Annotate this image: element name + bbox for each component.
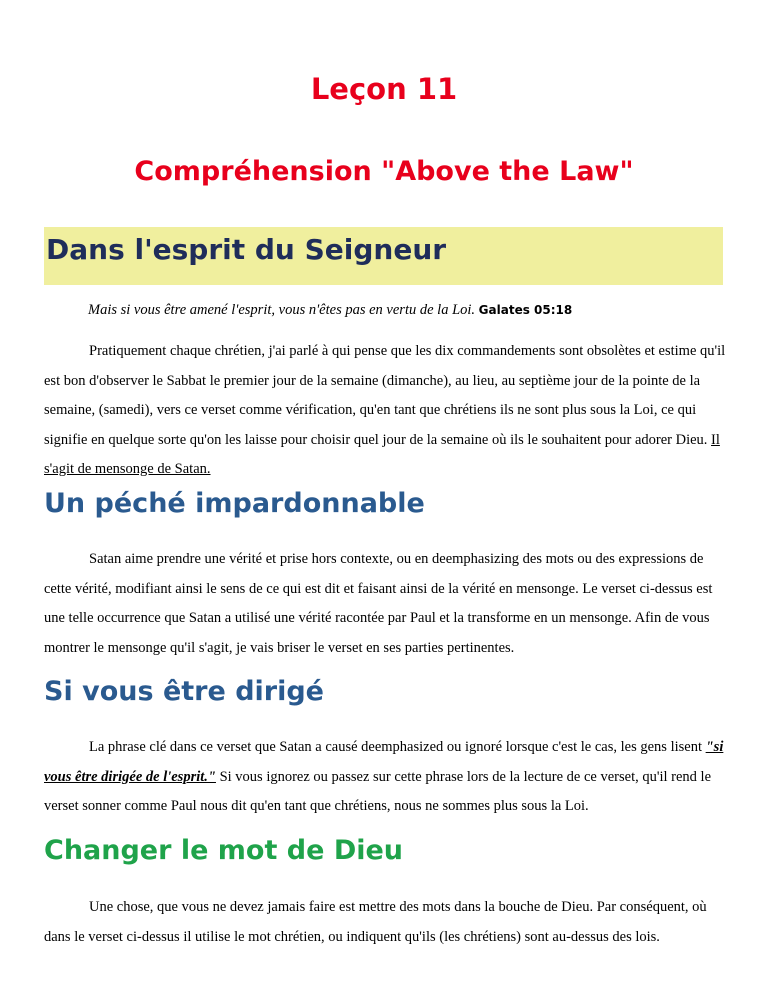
lesson-title: Leçon 11	[310, 72, 458, 106]
paragraph-4: Une chose, que vous ne devez jamais faire est mettre des mots dans la bouche de Dieu. Par conséquent, où dans le verset ci-dessus il utilise le mot chrétien, ou indiquent qu'ils (les chrétiens) sont au-dessus des lois.	[44, 899, 707, 945]
section-heading-unpardonable: Un péché impardonnable	[44, 488, 425, 519]
paragraph-1-text: Pratiquement chaque chrétien, j'ai parlé à qui pense que les dix commandements sont obsolètes et estime qu'il est bon d'observer le Sabbat le premier jour de la semaine (dimanche), au lieu, au septième jour de la pointe de la semaine, (samedi), vers ce verset comme vérification, qu'en tant que chrétiens ils ne sont plus sous la Loi, ce qui signifie en quelque sorte qu'on les laisse pour choisir quel jour de la semaine où ils le souhaitent pour adorer Dieu.	[44, 343, 726, 448]
paragraph-3-emphasis: "si vous être dirigée de l'esprit."	[44, 739, 724, 785]
scripture-quote	[88, 302, 748, 319]
paragraph-2: Satan aime prendre une vérité et prise hors contexte, ou en deemphasizing des mots ou des expressions de cette vérité, modifiant ainsi le sens de ce qui est dit et faisant ainsi de la vérité en mensonge. Le verset ci-dessus est une telle occurrence que Satan a utilisé une vérité racontée par Paul et la transforme en un mensonge. Afin de vous montrer le mensonge qu'il s'agit, je vais briser le verset en ses parties pertinentes.	[44, 551, 713, 656]
banner-heading: Dans l'esprit du Seigneur	[46, 233, 447, 266]
quote-text: Mais si vous être amené l'esprit, vous n'êtes pas en vertu de la Loi.	[88, 302, 476, 318]
section-heading-directed: Si vous être dirigé	[44, 676, 324, 707]
paragraph-1-underlined: Il s'agit de mensonge de Satan.	[44, 431, 720, 477]
paragraph-3-text-before: La phrase clé dans ce verset que Satan a causé deemphasized ou ignoré lorsque c'est le cas, les gens lisent	[89, 739, 702, 755]
paragraph-3	[44, 733, 728, 822]
lesson-subtitle: Compréhension "Above the Law"	[134, 156, 634, 187]
section-banner	[44, 227, 723, 285]
paragraph-3-text-after: Si vous ignorez ou passez sur cette phrase lors de la lecture de ce verset, qu'il rend le verset sonner comme Paul nous dit qu'en tant que chrétiens, nous ne sommes plus sous la Loi.	[44, 768, 712, 814]
quote-reference: Galates 05:18	[478, 303, 573, 317]
section-heading-change-word: Changer le mot de Dieu	[44, 835, 404, 866]
paragraph-1	[44, 337, 728, 485]
